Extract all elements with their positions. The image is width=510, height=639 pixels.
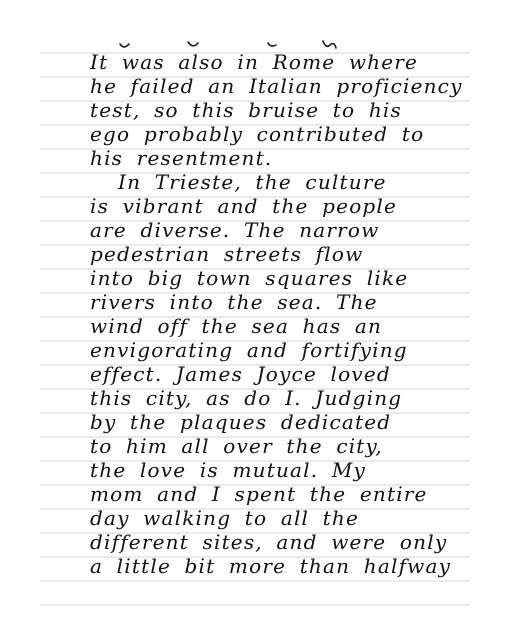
text-line-22: a little bit more than halfway [90, 554, 452, 578]
text-line-19: mom and I spent the entire [90, 482, 428, 506]
text-line-4: ego probably contributed to [90, 122, 425, 146]
text-line-18: the love is mutual. My [90, 458, 367, 482]
text-line-8: are diverse. The narrow [90, 218, 380, 242]
text-line-21: different sites, and were only [90, 530, 448, 554]
text-line-10: into big town squares like [90, 266, 409, 290]
text-line-16: by the plaques dedicated [90, 410, 392, 434]
text-line-20: day walking to all the [90, 506, 360, 530]
text-line-3: test, so this bruise to his [90, 98, 402, 122]
text-line-2: he failed an Italian proficiency [90, 74, 463, 98]
text-line-14: effect. James Joyce loved [90, 362, 391, 386]
text-line-7: is vibrant and the people [90, 194, 398, 218]
text-line-12: wind off the sea has an [90, 314, 383, 338]
text-line-6: In Trieste, the culture [118, 170, 387, 194]
text-line-9: pedestrian streets flow [90, 242, 364, 266]
text-line-17: to him all over the city, [90, 434, 383, 458]
text-line-1: It was also in Rome where [90, 50, 419, 74]
text-line-13: envigorating and fortifying [90, 338, 408, 362]
text-line-5: his resentment. [90, 146, 273, 170]
text-line-11: rivers into the sea. The [90, 290, 378, 314]
text-line-15: this city, as do I. Judging [90, 386, 403, 410]
